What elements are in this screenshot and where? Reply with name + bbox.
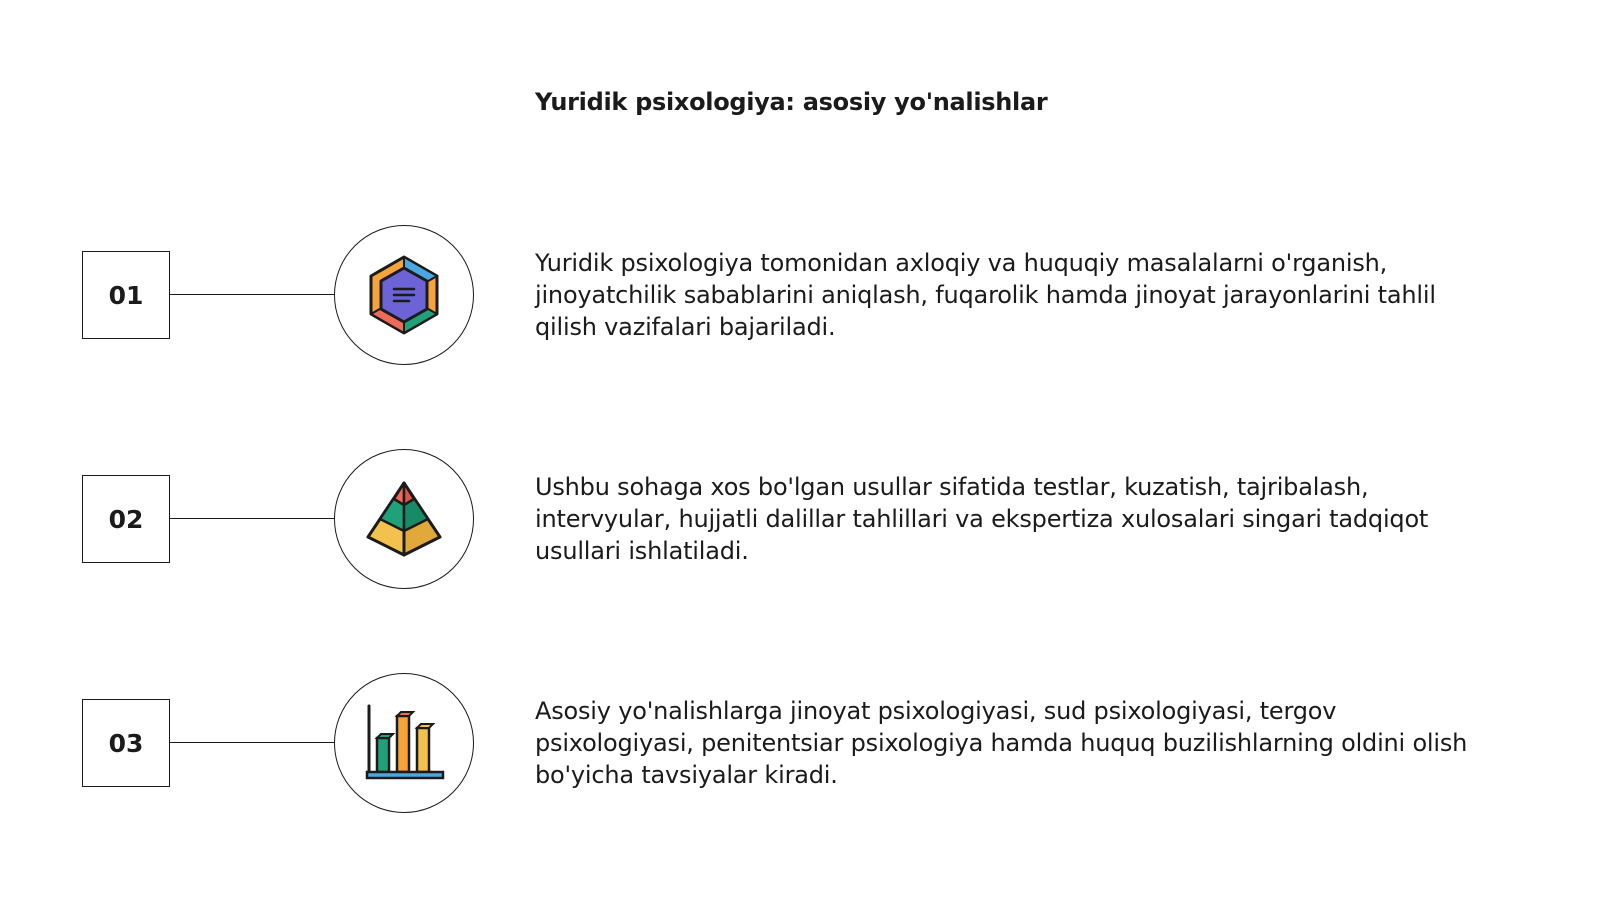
item-description: Ushbu sohaga xos bo'lgan usullar sifatida testlar, kuzatish, tajribalash, intervyular, hujjatli dalillar tahlillari va ekspertiza xulosalari singari tadqiqot usullari ishlatiladi. [535, 473, 1429, 565]
connector-line [170, 518, 334, 519]
page-title: Yuridik psixologiya: asosiy yo'nalishlar [535, 88, 1048, 116]
icon-circle [334, 225, 474, 365]
item-description: Yuridik psixologiya tomonidan axloqiy va huquqiy masalalarni o'rganish, jinoyatchilik sabablarini aniqlash, fuqarolik hamda jinoyat jarayonlarini tahlil qilish vazifalari bajariladi. [535, 249, 1436, 341]
item-description: Asosiy yo'nalishlarga jinoyat psixologiyasi, sud psixologiyasi, tergov psixologiyasi, penitentsiar psixologiya hamda huquq buzilishlarning oldini olish bo'yicha tavsiyalar kiradi. [535, 697, 1468, 789]
list-item [0, 225, 1600, 365]
step-number-box: 01 [82, 251, 170, 339]
hexagon-document-icon [367, 254, 441, 336]
connector-line [170, 294, 334, 295]
list-item [0, 449, 1600, 589]
pyramid-icon [364, 479, 444, 559]
step-number-box: 03 [82, 699, 170, 787]
icon-circle [334, 673, 474, 813]
step-number-box: 02 [82, 475, 170, 563]
icon-circle [334, 449, 474, 589]
bar-chart-icon [363, 702, 445, 784]
list-item [0, 673, 1600, 813]
connector-line [170, 742, 334, 743]
